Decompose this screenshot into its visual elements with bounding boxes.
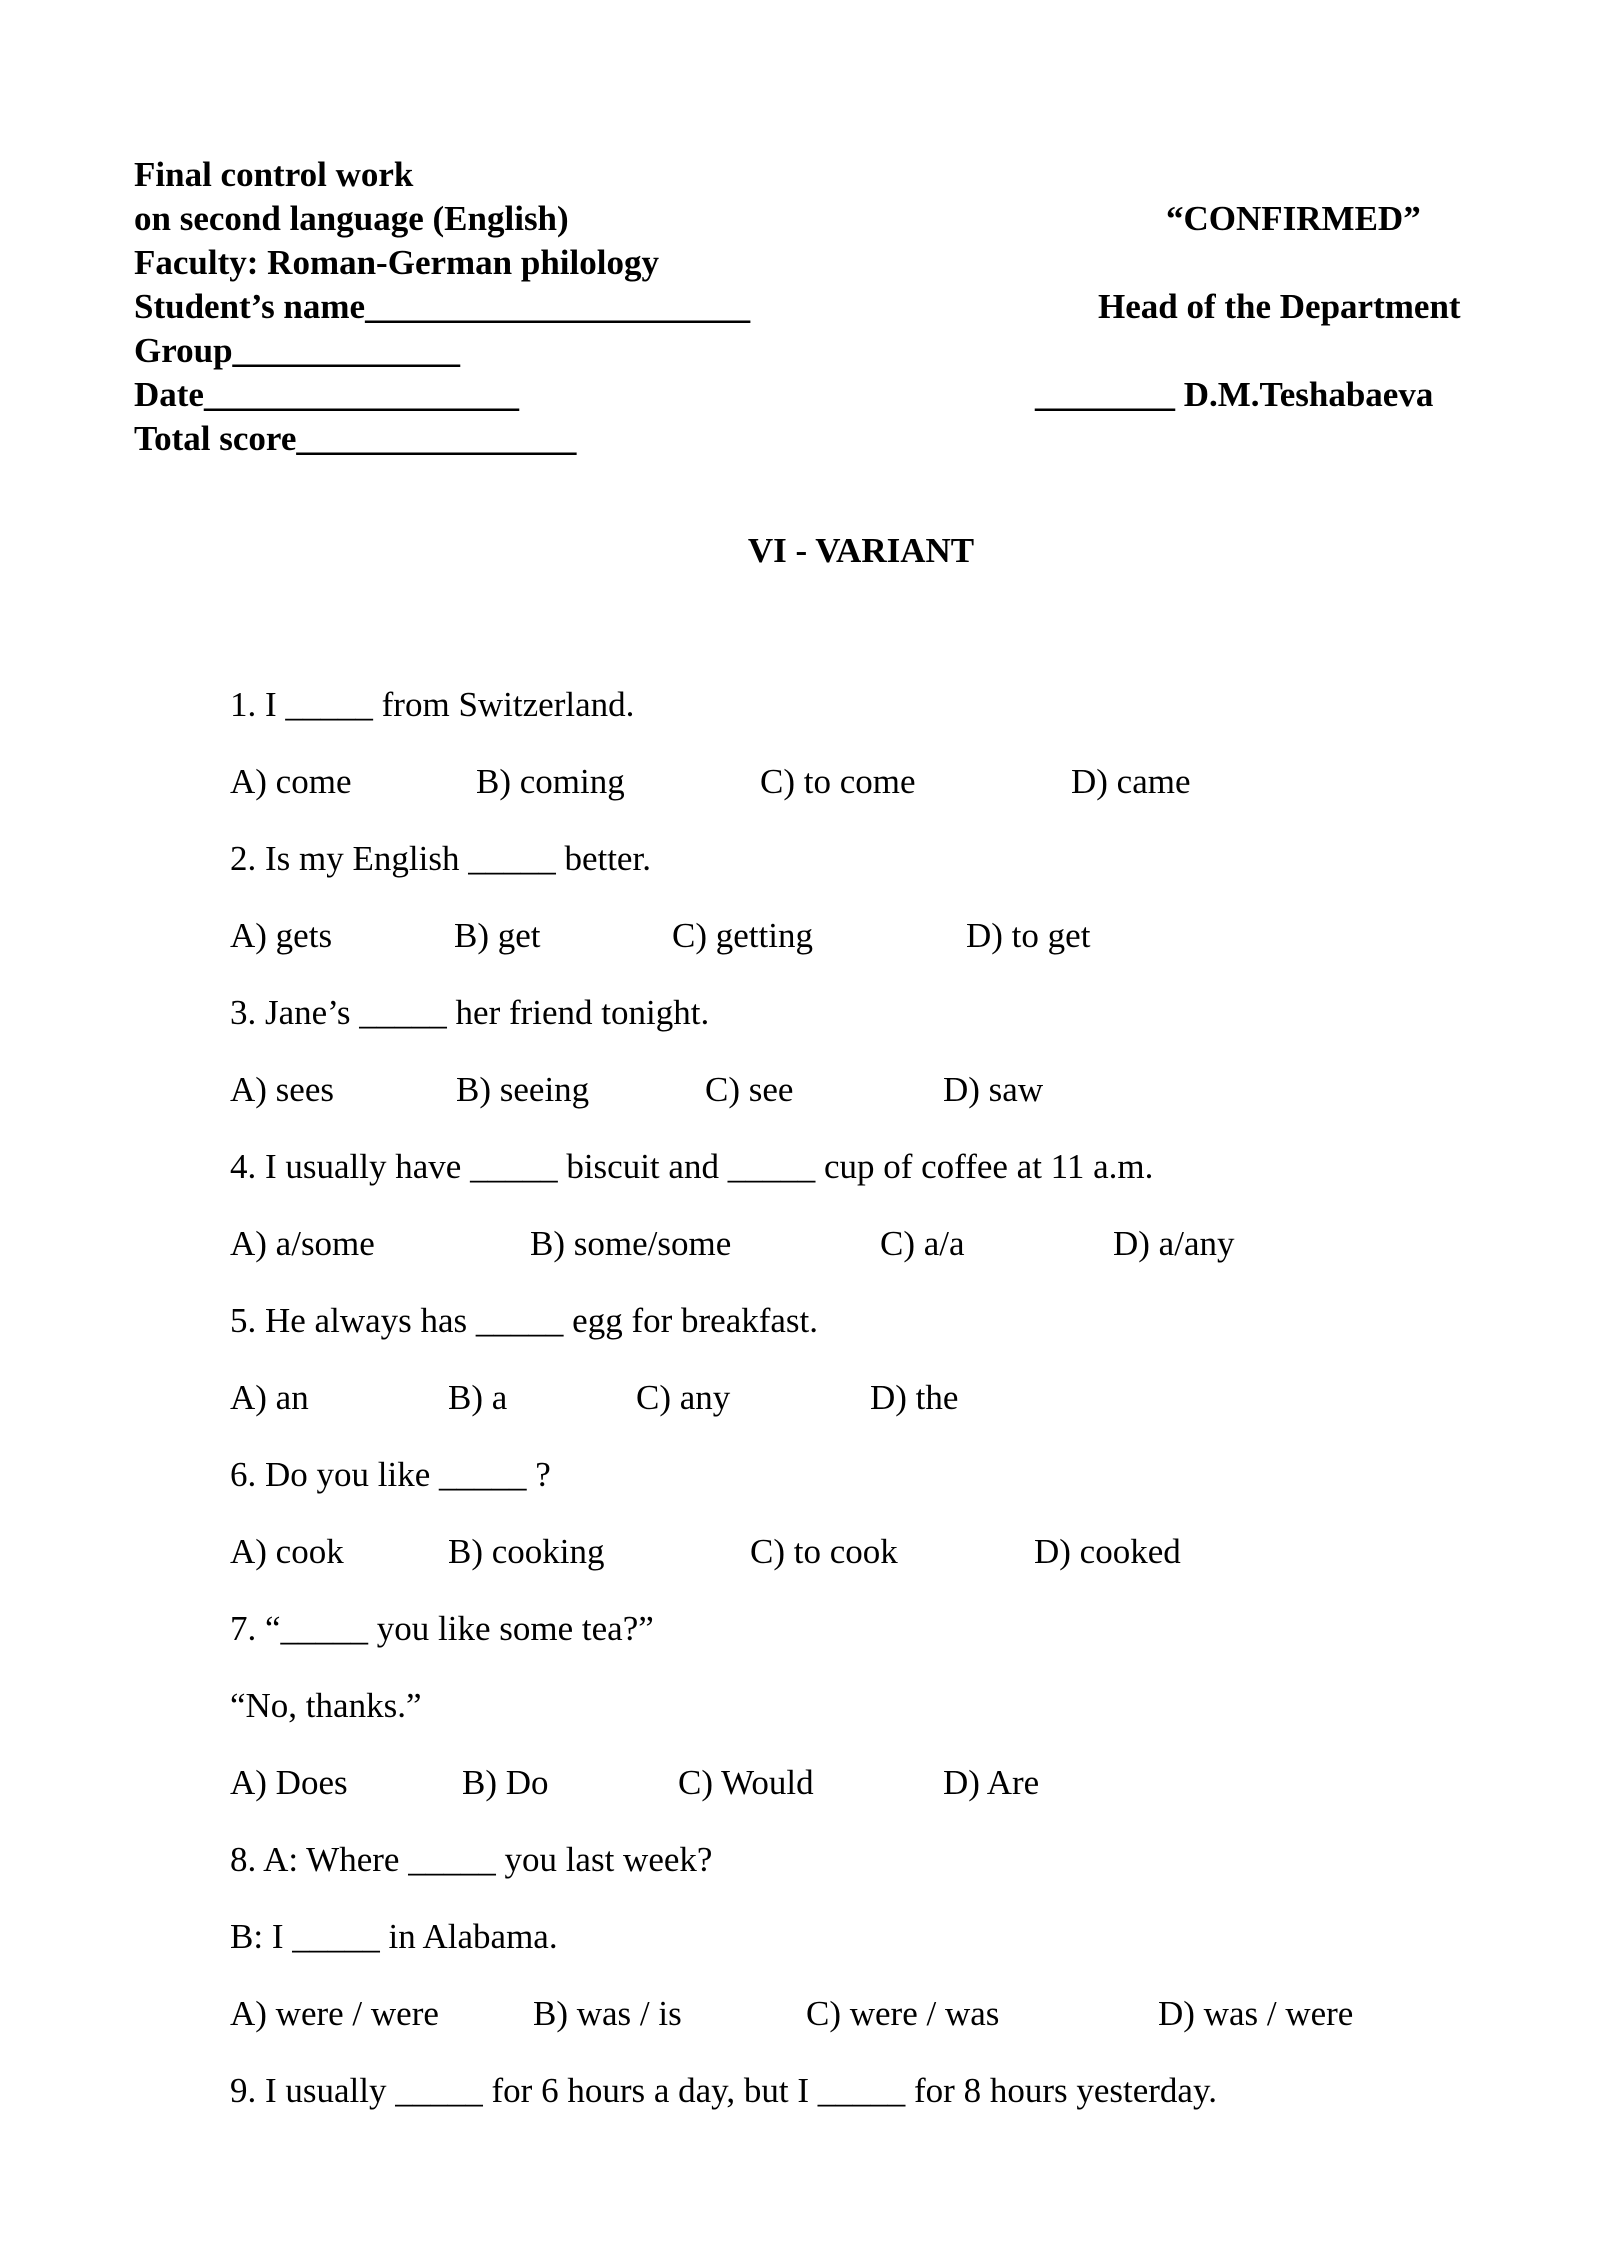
answer-option-d[interactable]: D) was / were [1158,1994,1354,2033]
answer-option-c[interactable]: C) were / was [806,1994,1000,2033]
answer-option-a[interactable]: A) were / were [230,1994,439,2033]
header-line-date: Date__________________ [134,375,519,414]
header-line-total-score: Total score________________ [134,419,577,458]
question-text: 8. A: Where _____ you last week? [230,1840,713,1879]
question-text-continued: B: I _____ in Alabama. [230,1917,558,1956]
answer-option-d[interactable]: D) to get [966,916,1091,955]
answer-option-b[interactable]: B) seeing [456,1070,590,1109]
answer-option-b[interactable]: B) a [448,1378,508,1417]
answer-option-b[interactable]: B) cooking [448,1532,605,1571]
confirmed-label: “CONFIRMED” [1166,199,1421,238]
answer-option-c[interactable]: C) getting [672,916,813,955]
answer-option-a[interactable]: A) come [230,762,352,801]
answer-option-d[interactable]: D) Are [943,1763,1040,1802]
question-text: 5. He always has _____ egg for breakfast. [230,1301,819,1340]
header-line-student-name: Student’s name______________________ [134,287,751,326]
question-text-continued: “No, thanks.” [230,1686,422,1725]
answer-option-c[interactable]: C) to come [760,762,916,801]
answer-option-d[interactable]: D) a/any [1113,1224,1235,1263]
question-text: 4. I usually have _____ biscuit and _____ cup of coffee at 11 a.m. [230,1147,1154,1186]
question-text: 9. I usually _____ for 6 hours a day, but I _____ for 8 hours yesterday. [230,2071,1217,2110]
answer-option-c[interactable]: C) Would [678,1763,814,1802]
answer-option-b[interactable]: B) Do [462,1763,549,1802]
answer-option-a[interactable]: A) gets [230,916,333,955]
answer-option-a[interactable]: A) cook [230,1532,344,1571]
answer-option-d[interactable]: D) the [870,1378,959,1417]
answer-option-d[interactable]: D) cooked [1034,1532,1181,1571]
answer-option-b[interactable]: B) get [454,916,541,955]
header-line-subject: on second language (English) [134,199,569,238]
signature-line: ________ D.M.Teshabaeva [1035,375,1434,414]
question-text: 6. Do you like _____ ? [230,1455,551,1494]
header-line-faculty: Faculty: Roman-German philology [134,243,659,282]
header-line-title: Final control work [134,155,414,194]
answer-option-b[interactable]: B) was / is [533,1994,682,2033]
answer-option-d[interactable]: D) came [1071,762,1191,801]
question-text: 2. Is my English _____ better. [230,839,651,878]
answer-option-a[interactable]: A) Does [230,1763,348,1802]
question-text: 3. Jane’s _____ her friend tonight. [230,993,710,1032]
answer-option-b[interactable]: B) some/some [530,1224,732,1263]
question-text: 7. “_____ you like some tea?” [230,1609,654,1648]
answer-option-c[interactable]: C) to cook [750,1532,898,1571]
answer-option-c[interactable]: C) see [705,1070,794,1109]
answer-option-c[interactable]: C) a/a [880,1224,965,1263]
answer-option-d[interactable]: D) saw [943,1070,1044,1109]
answer-option-a[interactable]: A) sees [230,1070,334,1109]
answer-option-a[interactable]: A) an [230,1378,309,1417]
variant-title: VI - VARIANT [747,531,975,570]
head-of-department-label: Head of the Department [1098,287,1461,326]
question-text: 1. I _____ from Switzerland. [230,685,635,724]
header-line-group: Group_____________ [134,331,461,370]
answer-option-c[interactable]: C) any [636,1378,731,1417]
answer-option-a[interactable]: A) a/some [230,1224,375,1263]
answer-option-b[interactable]: B) coming [476,762,625,801]
